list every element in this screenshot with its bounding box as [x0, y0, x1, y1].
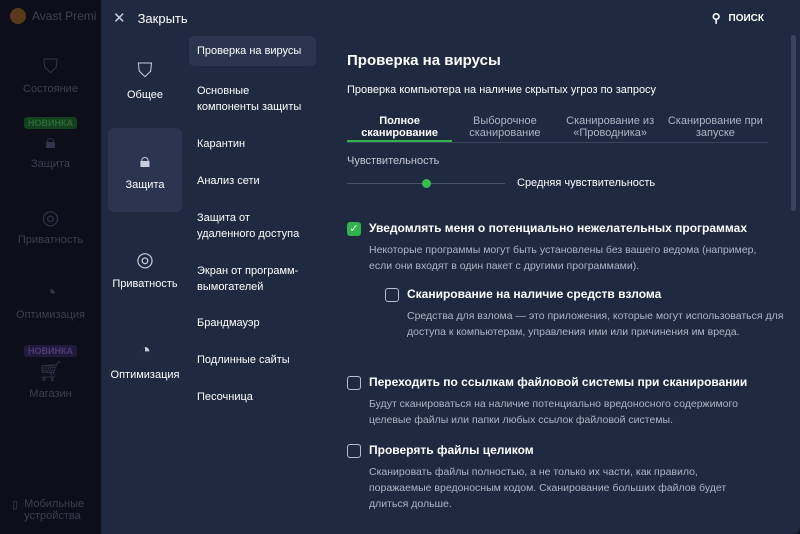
- close-button[interactable]: [113, 9, 188, 27]
- option-description: Будут сканироваться на наличие потенциально вредоносного содержимого целевые файлы или папки любых ссылок файловой системы.: [369, 398, 738, 426]
- page-description: Проверка компьютера на наличие скрытых угроз по запросу: [347, 84, 657, 96]
- category-privacy[interactable]: [108, 235, 182, 295]
- option-description: Сканировать файлы полностью, а не только их части, как правило, поражаемые вредоносным кодом. Сканирование больших файлов будет длиться дольше.: [369, 466, 727, 510]
- shield-icon: ⛉: [43, 56, 58, 78]
- sensitivity-slider-handle[interactable]: [422, 179, 431, 188]
- submenu-remote-access-shield[interactable]: Защита от удаленного доступа: [197, 212, 300, 240]
- app-sidebar: [0, 0, 101, 534]
- hacktools-checkbox[interactable]: [385, 288, 399, 302]
- new-badge: НОВИНКА: [24, 345, 77, 357]
- sensitivity-value: Средняя чувствительность: [517, 177, 656, 189]
- fingerprint-icon: ◎: [136, 249, 154, 271]
- submenu-virus-scan[interactable]: Проверка на вирусы: [189, 36, 316, 66]
- nav-label: Мобильные устройства: [24, 498, 85, 522]
- scan-tabs: [347, 115, 768, 143]
- tab-explorer-scan[interactable]: Сканирование из «Проводника»: [566, 115, 655, 139]
- category-label: Общее: [126, 89, 164, 101]
- option-description: Некоторые программы могут быть установлены без вашего ведома (например, если они входят в один пакет с другими программами).: [369, 244, 757, 272]
- nav-label: Приватность: [17, 234, 84, 246]
- close-icon: ✕: [113, 10, 126, 27]
- nav-mobile: [12, 498, 102, 522]
- tab-full-scan[interactable]: Полное сканирование: [347, 115, 452, 142]
- search-icon: ⚲: [711, 11, 721, 25]
- nav-privacy: [0, 205, 101, 246]
- tab-targeted-scan[interactable]: Выборочное сканирование: [469, 115, 541, 139]
- app-title: [10, 8, 96, 24]
- scrollbar[interactable]: [791, 35, 796, 211]
- category-label: Оптимизация: [110, 369, 180, 381]
- option-title: Сканирование на наличие средств взлома: [407, 287, 662, 301]
- nav-protection: [0, 117, 101, 170]
- phone-icon: ▯: [12, 499, 19, 511]
- cart-icon: 🛒︎: [37, 361, 64, 383]
- shield-icon: ⛉: [137, 60, 153, 82]
- gauge-icon: ◔: [138, 340, 152, 362]
- whole-files-checkbox[interactable]: [347, 444, 361, 458]
- lock-icon: 🔒︎: [45, 131, 56, 153]
- category-label: Защита: [125, 179, 165, 191]
- nav-label: Состояние: [23, 83, 78, 95]
- fingerprint-icon: ◎: [41, 207, 60, 229]
- option-description: Средства для взлома — это приложения, которые могут использоваться для доступа к компьютерам, управления ими или причинения им вреда.: [407, 310, 784, 338]
- new-badge: НОВИНКА: [24, 117, 77, 129]
- search-button[interactable]: [712, 11, 764, 25]
- search-label: ПОИСК: [728, 12, 764, 24]
- lock-icon: 🔒︎: [139, 150, 151, 172]
- nav-status: [0, 56, 101, 95]
- nav-optimization: [0, 282, 101, 321]
- app-title-text: Avast Premi: [32, 9, 97, 23]
- submenu-core-shields[interactable]: Основные компоненты защиты: [197, 85, 302, 113]
- submenu-quarantine[interactable]: Карантин: [197, 138, 246, 150]
- tab-boot-scan[interactable]: Сканирование при запуске: [667, 115, 763, 139]
- option-title: Переходить по ссылкам файловой системы при сканировании: [369, 375, 748, 389]
- nav-label: Оптимизация: [16, 309, 85, 321]
- submenu-firewall[interactable]: Брандмауэр: [197, 317, 260, 329]
- nav-label: Защита: [31, 158, 70, 170]
- submenu-network-inspector[interactable]: Анализ сети: [197, 175, 260, 187]
- sensitivity-label: Чувствительность: [347, 155, 440, 167]
- submenu-sandbox[interactable]: Песочница: [197, 391, 253, 403]
- category-label: Приватность: [112, 278, 178, 290]
- close-label: Закрыть: [137, 10, 188, 26]
- pup-checkbox[interactable]: ✓: [347, 222, 361, 236]
- category-general[interactable]: [108, 48, 182, 118]
- category-protection[interactable]: [108, 128, 182, 212]
- settings-panel: [101, 0, 800, 534]
- gauge-icon: ◔: [44, 282, 57, 304]
- follow-links-checkbox[interactable]: [347, 376, 361, 390]
- page-title: Проверка на вирусы: [347, 52, 501, 69]
- nav-label: Магазин: [29, 388, 72, 400]
- submenu-real-site[interactable]: Подлинные сайты: [197, 354, 290, 366]
- category-optimization[interactable]: [108, 328, 182, 388]
- option-title: Уведомлять меня о потенциально нежелательных программах: [369, 221, 747, 235]
- avast-logo-icon: [10, 8, 26, 24]
- option-title: Проверять файлы целиком: [369, 443, 534, 457]
- nav-store: [0, 345, 101, 400]
- submenu-ransomware-shield[interactable]: Экран от программ-вымогателей: [197, 265, 299, 293]
